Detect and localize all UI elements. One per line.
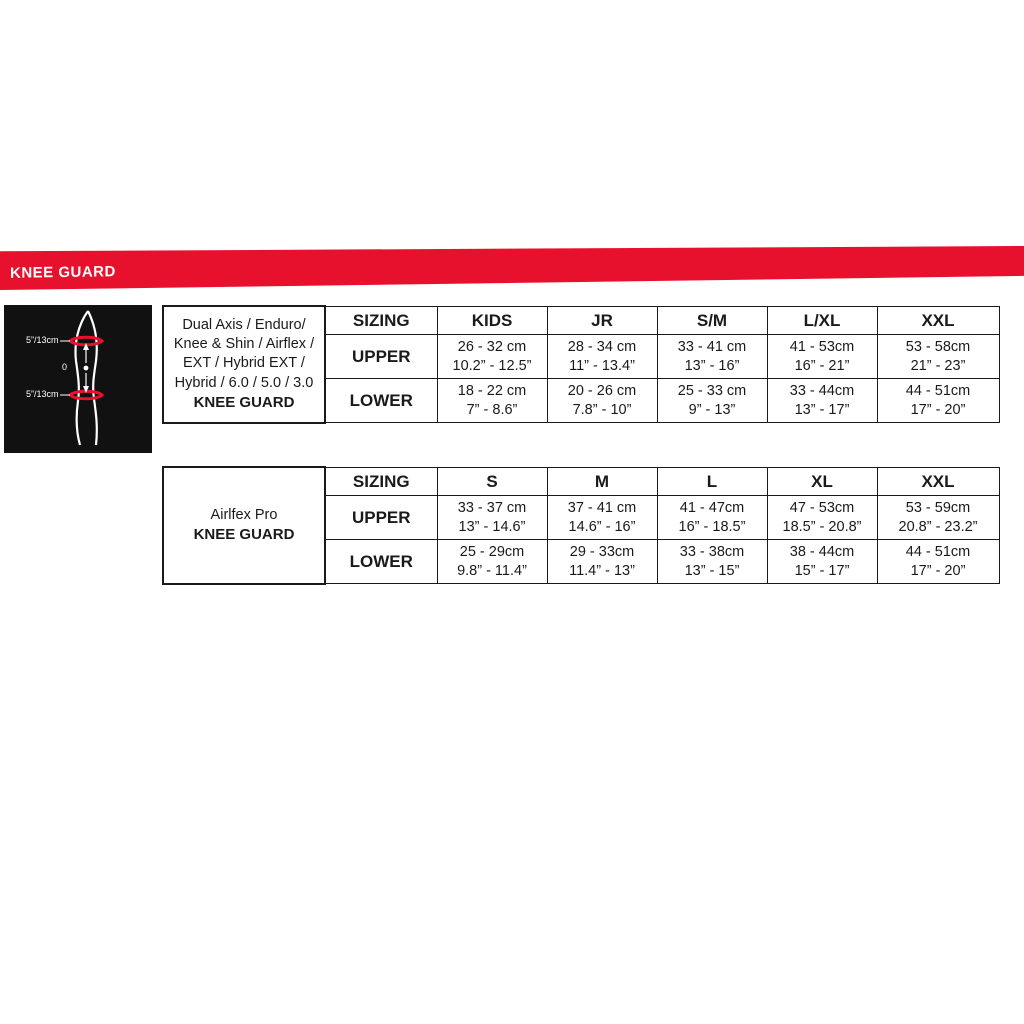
leg-measurement-diagram [4, 305, 152, 453]
cell-lower-jr [547, 379, 657, 423]
cell-lower-xxl [877, 379, 999, 423]
product-name-cell [163, 467, 325, 584]
cell-value-in: 21” - 23” [910, 357, 966, 374]
row-label-upper: UPPER [325, 335, 437, 379]
table-row [163, 467, 999, 496]
header-kids: KIDS [437, 306, 547, 335]
cell-value-in: 17” - 20” [910, 401, 966, 418]
cell-value-cm: 33 - 38cm [679, 544, 745, 561]
cell-lower-kids [437, 379, 547, 423]
cell-value-cm: 28 - 34 cm [567, 339, 637, 356]
product-name: Airlfex Pro [210, 506, 278, 523]
cell-value-cm: 44 - 51cm [905, 383, 971, 400]
diagram-label-upper: 5”/13cm [26, 335, 59, 345]
banner-shape [0, 246, 1024, 290]
row-label-lower: LOWER [325, 379, 437, 423]
header-xl: XL [767, 467, 877, 496]
table-row [163, 306, 999, 335]
cell-value-in: 10.2” - 12.5” [452, 357, 532, 374]
cell-value-in: 9” - 13” [688, 401, 736, 418]
banner-title: KNEE GUARD [10, 263, 116, 282]
product-name-bold: KNEE GUARD [193, 393, 295, 411]
cell-value-in: 13” - 14.6” [458, 518, 526, 535]
diagram-label-lower: 5”/13cm [26, 389, 59, 399]
header-sizing: SIZING [325, 306, 437, 335]
cell-value-cm: 25 - 33 cm [677, 383, 747, 400]
cell-value-in: 18.5” - 20.8” [782, 518, 862, 535]
cell-value-in: 11” - 13.4” [569, 357, 635, 374]
header-s: S [437, 467, 547, 496]
cell-upper-xl [767, 496, 877, 540]
header-sizing: SIZING [325, 467, 437, 496]
cell-upper-sm [657, 335, 767, 379]
cell-value-in: 14.6” - 16” [568, 518, 636, 535]
cell-value-cm: 41 - 53cm [789, 339, 855, 356]
product-name-cell [163, 306, 325, 423]
leg-outline-right [88, 311, 97, 445]
row-label-upper: UPPER [325, 496, 437, 540]
cell-value-in: 15” - 17” [794, 562, 850, 579]
cell-value-cm: 47 - 53cm [789, 500, 855, 517]
cell-value-in: 13” - 17” [794, 401, 850, 418]
knee-guard-banner [0, 246, 1024, 290]
cell-value-in: 11.4” - 13” [569, 562, 635, 579]
cell-value-cm: 37 - 41 cm [567, 500, 637, 517]
cell-lower-lxl [767, 379, 877, 423]
cell-upper-s [437, 496, 547, 540]
cell-upper-m [547, 496, 657, 540]
cell-upper-l [657, 496, 767, 540]
cell-upper-kids [437, 335, 547, 379]
cell-value-in: 9.8” - 11.4” [457, 562, 527, 579]
cell-value-in: 13” - 16” [684, 357, 740, 374]
cell-value-cm: 29 - 33cm [569, 544, 635, 561]
cell-value-in: 17” - 20” [910, 562, 966, 579]
size-table-airflex-pro-knee-guard [162, 466, 1000, 585]
cell-value-cm: 41 - 47cm [679, 500, 745, 517]
cell-upper-lxl [767, 335, 877, 379]
header-jr: JR [547, 306, 657, 335]
cell-lower-sm [657, 379, 767, 423]
cell-value-cm: 53 - 59cm [905, 500, 971, 517]
header-lxl: L/XL [767, 306, 877, 335]
cell-value-cm: 18 - 22 cm [457, 383, 527, 400]
header-l: L [657, 467, 767, 496]
cell-value-in: 7.8” - 10” [572, 401, 632, 418]
cell-value-cm: 25 - 29cm [459, 544, 525, 561]
cell-value-cm: 26 - 32 cm [457, 339, 527, 356]
cell-value-in: 16” - 21” [794, 357, 850, 374]
cell-upper-jr [547, 335, 657, 379]
cell-lower-m [547, 540, 657, 584]
product-name-bold: KNEE GUARD [193, 525, 295, 543]
leg-diagram-svg [4, 305, 152, 453]
size-table-standard-knee-guard [162, 305, 1000, 424]
cell-value-cm: 20 - 26 cm [567, 383, 637, 400]
cell-lower-s [437, 540, 547, 584]
cell-value-cm: 33 - 41 cm [677, 339, 747, 356]
cell-lower-xl [767, 540, 877, 584]
cell-upper-xxl [877, 496, 999, 540]
cell-value-in: 13” - 15” [684, 562, 740, 579]
cell-value-cm: 33 - 37 cm [457, 500, 527, 517]
product-name: Dual Axis / Enduro/ Knee & Shin / Airflex / EXT / Hybrid EXT / Hybrid / 6.0 / 5.0 / 3.0 [173, 316, 315, 391]
cell-value-cm: 33 - 44cm [789, 383, 855, 400]
cell-lower-l [657, 540, 767, 584]
header-sm: S/M [657, 306, 767, 335]
diagram-label-center: 0 [62, 362, 68, 372]
header-xxl: XXL [877, 306, 999, 335]
header-m: M [547, 467, 657, 496]
knee-center-dot [84, 366, 89, 371]
cell-value-in: 16” - 18.5” [678, 518, 746, 535]
cell-lower-xxl [877, 540, 999, 584]
row-label-lower: LOWER [325, 540, 437, 584]
cell-value-cm: 53 - 58cm [905, 339, 971, 356]
cell-value-in: 7” - 8.6” [466, 401, 518, 418]
cell-value-in: 20.8” - 23.2” [898, 518, 978, 535]
cell-upper-xxl [877, 335, 999, 379]
cell-value-cm: 38 - 44cm [789, 544, 855, 561]
cell-value-cm: 44 - 51cm [905, 544, 971, 561]
header-xxl: XXL [877, 467, 999, 496]
